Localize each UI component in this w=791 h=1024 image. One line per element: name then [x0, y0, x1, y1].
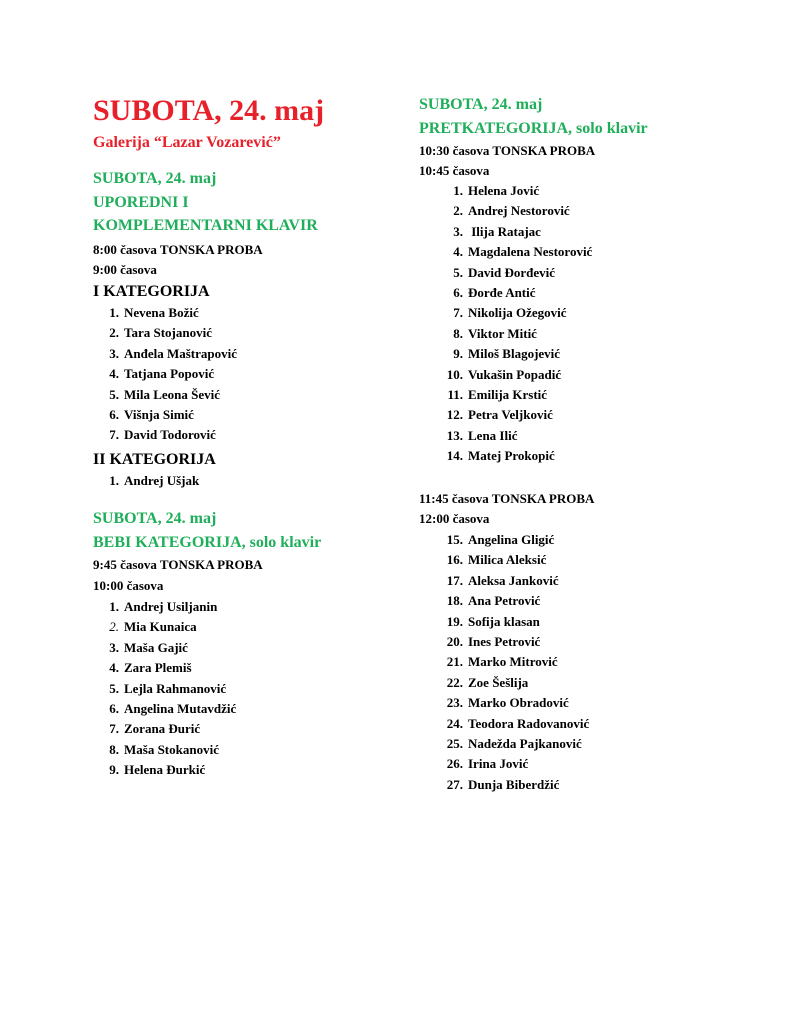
section-title: UPOREDNI I: [93, 194, 189, 211]
participant-number: 2.: [109, 619, 119, 635]
participant-name: Zorana Đurić: [124, 721, 201, 737]
participant-name: Zara Plemiš: [124, 660, 192, 676]
rehearsal-time: 8:00 časova TONSKA PROBA: [93, 242, 263, 257]
participant-item: [419, 222, 592, 242]
participant-number: 23.: [446, 695, 463, 711]
participant-item: [93, 385, 237, 405]
participant-number: 15.: [446, 532, 463, 547]
participant-list: [93, 597, 236, 781]
participant-item: [419, 673, 589, 693]
participant-item: [93, 364, 237, 384]
participant-item: [419, 263, 592, 283]
participant-item: [419, 550, 589, 570]
participant-item: [419, 283, 592, 303]
participant-number: 7.: [453, 305, 463, 321]
participant-item: [419, 344, 592, 364]
participant-number: 21.: [446, 654, 463, 670]
rehearsal-time: 10:30 časova TONSKA PROBA: [419, 143, 596, 158]
participant-item: [419, 181, 592, 201]
start-time: 10:00 časova: [93, 578, 164, 593]
participant-name: Tara Stojanović: [124, 325, 212, 341]
participant-name: Mia Kunaica: [124, 619, 197, 635]
participant-name: Zoe Šešlija: [468, 674, 529, 690]
participant-item: [93, 344, 237, 364]
participant-number: 1.: [109, 305, 119, 320]
participant-name: Petra Veljković: [468, 407, 553, 423]
participant-list: [93, 471, 199, 491]
section-title: PRETKATEGORIJA, solo klavir: [419, 120, 648, 137]
participant-name: Maša Stokanović: [124, 741, 219, 757]
participant-item: [93, 303, 237, 323]
participant-item: [93, 740, 236, 760]
participant-name: Vukašin Popadić: [468, 366, 562, 382]
participant-number: 4.: [109, 660, 119, 676]
participant-number: 7.: [109, 427, 119, 443]
participant-number: 12.: [446, 407, 463, 423]
participant-number: 16.: [446, 552, 463, 568]
participant-name: Miloš Blagojević: [468, 346, 561, 362]
participant-item: [419, 385, 592, 405]
section-day: SUBOTA, 24. maj: [93, 510, 217, 527]
participant-item: [419, 201, 592, 221]
participant-number: 24.: [446, 715, 463, 731]
participant-number: 8.: [453, 325, 463, 341]
category-heading: I KATEGORIJA: [93, 283, 210, 300]
participant-item: [419, 591, 589, 611]
participant-name: Helena Jović: [468, 183, 540, 198]
start-time: 12:00 časova: [419, 511, 490, 526]
participant-name: Lena Ilić: [468, 427, 518, 443]
participant-item: [419, 754, 589, 774]
participant-name: Tatjana Popović: [124, 366, 215, 382]
participant-item: [419, 734, 589, 754]
participant-item: [93, 405, 237, 425]
participant-item: [93, 679, 236, 699]
participant-number: 17.: [446, 572, 463, 588]
participant-name: Emilija Krstić: [468, 386, 548, 402]
participant-item: [93, 699, 236, 719]
participant-number: 2.: [453, 203, 463, 219]
participant-number: 1.: [109, 599, 119, 614]
participant-name: Višnja Simić: [124, 406, 194, 422]
participant-number: 26.: [446, 756, 463, 772]
participant-number: 5.: [109, 680, 119, 696]
participant-number: 9.: [453, 346, 463, 362]
participant-item: [419, 571, 589, 591]
participant-name: Lejla Rahmanović: [124, 680, 227, 696]
participant-item: [419, 365, 592, 385]
participant-name: Marko Obradović: [468, 695, 569, 711]
participant-number: 1.: [109, 473, 119, 488]
participant-number: 20.: [446, 633, 463, 649]
participant-name: Irina Jović: [468, 756, 529, 772]
participant-name: Angelina Gligić: [468, 532, 555, 547]
participant-name: Nadežda Pajkanović: [468, 735, 582, 751]
participant-name: Aleksa Janković: [468, 572, 559, 588]
participant-item: [419, 303, 592, 323]
participant-number: 1.: [453, 183, 463, 198]
participant-name: Milica Aleksić: [468, 552, 547, 568]
participant-number: 5.: [109, 386, 119, 402]
participant-name: Ilija Ratajac: [468, 223, 541, 239]
participant-name: Marko Mitrović: [468, 654, 558, 670]
start-time: 10:45 časova: [419, 163, 490, 178]
participant-name: Ana Petrović: [468, 593, 541, 609]
participant-name: Andrej Usiljanin: [124, 599, 218, 614]
section-title: KOMPLEMENTARNI KLAVIR: [93, 217, 318, 234]
participant-name: Dunja Biberdžić: [468, 776, 560, 792]
participant-item: [419, 612, 589, 632]
participant-list: [93, 303, 237, 446]
participant-number: 18.: [446, 593, 463, 609]
participant-number: 7.: [109, 721, 119, 737]
participant-name: Andrej Ušjak: [124, 473, 200, 488]
participant-number: 14.: [446, 448, 463, 464]
participant-number: 6.: [109, 406, 119, 422]
participant-number: 5.: [453, 264, 463, 280]
participant-item: [419, 632, 589, 652]
participant-name: Mila Leona Šević: [124, 386, 221, 402]
section-title: BEBI KATEGORIJA, solo klavir: [93, 534, 322, 551]
participant-name: Ines Petrović: [468, 633, 541, 649]
section-day: SUBOTA, 24. maj: [93, 170, 217, 187]
participant-item: [419, 652, 589, 672]
section-day: SUBOTA, 24. maj: [419, 96, 543, 113]
participant-item: [93, 658, 236, 678]
participant-number: 3.: [109, 345, 119, 361]
participant-name: Nikolija Ožegović: [468, 305, 567, 321]
participant-name: Matej Prokopić: [468, 448, 555, 464]
participant-name: Angelina Mutavdžić: [124, 700, 237, 716]
participant-name: Helena Đurkić: [124, 762, 206, 778]
participant-number: 3.: [109, 639, 119, 655]
participant-name: Viktor Mitić: [468, 325, 537, 341]
participant-item: [93, 425, 237, 445]
participant-item: [419, 405, 592, 425]
participant-item: [93, 760, 236, 780]
participant-number: 9.: [109, 762, 119, 778]
participant-number: 25.: [446, 735, 463, 751]
start-time: 9:00 časova: [93, 262, 157, 277]
participant-item: [419, 242, 592, 262]
participant-item: [93, 323, 237, 343]
participant-item: [419, 714, 589, 734]
participant-number: 6.: [109, 700, 119, 716]
participant-name: David Todorović: [124, 427, 216, 443]
participant-name: Nevena Božić: [124, 305, 199, 320]
participant-name: Anđela Maštrapović: [124, 345, 238, 361]
participant-number: 3.: [453, 223, 463, 239]
participant-number: 27.: [446, 776, 463, 792]
participant-number: 4.: [453, 244, 463, 260]
participant-number: 19.: [446, 613, 463, 629]
participant-list: [419, 181, 592, 466]
participant-name: Đorđe Antić: [468, 284, 536, 300]
rehearsal-time: 9:45 časova TONSKA PROBA: [93, 557, 263, 572]
participant-item: [419, 426, 592, 446]
participant-list: [419, 530, 589, 795]
participant-name: Andrej Nestorović: [468, 203, 570, 219]
participant-number: 6.: [453, 284, 463, 300]
participant-item: [93, 638, 236, 658]
day-title: SUBOTA, 24. maj: [93, 94, 325, 127]
participant-name: David Đorđević: [468, 264, 556, 280]
participant-item: [419, 693, 589, 713]
participant-item: [419, 324, 592, 344]
participant-name: Magdalena Nestorović: [468, 244, 593, 260]
participant-item: [93, 471, 199, 491]
participant-number: 13.: [446, 427, 463, 443]
participant-number: 10.: [446, 366, 463, 382]
participant-name: Sofija klasan: [468, 613, 540, 629]
participant-item: [419, 775, 589, 795]
participant-name: Teodora Radovanović: [468, 715, 590, 731]
participant-item: [93, 719, 236, 739]
participant-item: [93, 617, 236, 637]
participant-number: 11.: [447, 386, 463, 402]
rehearsal-time: 11:45 časova TONSKA PROBA: [419, 491, 595, 506]
participant-item: [419, 446, 592, 466]
participant-number: 4.: [109, 366, 119, 382]
participant-number: 8.: [109, 741, 119, 757]
participant-item: [93, 597, 236, 617]
participant-number: 2.: [109, 325, 119, 341]
venue: Galerija “Lazar Vozarević”: [93, 134, 281, 151]
category-heading: II KATEGORIJA: [93, 451, 216, 468]
participant-item: [419, 530, 589, 550]
participant-number: 22.: [446, 674, 463, 690]
participant-name: Maša Gajić: [124, 639, 188, 655]
